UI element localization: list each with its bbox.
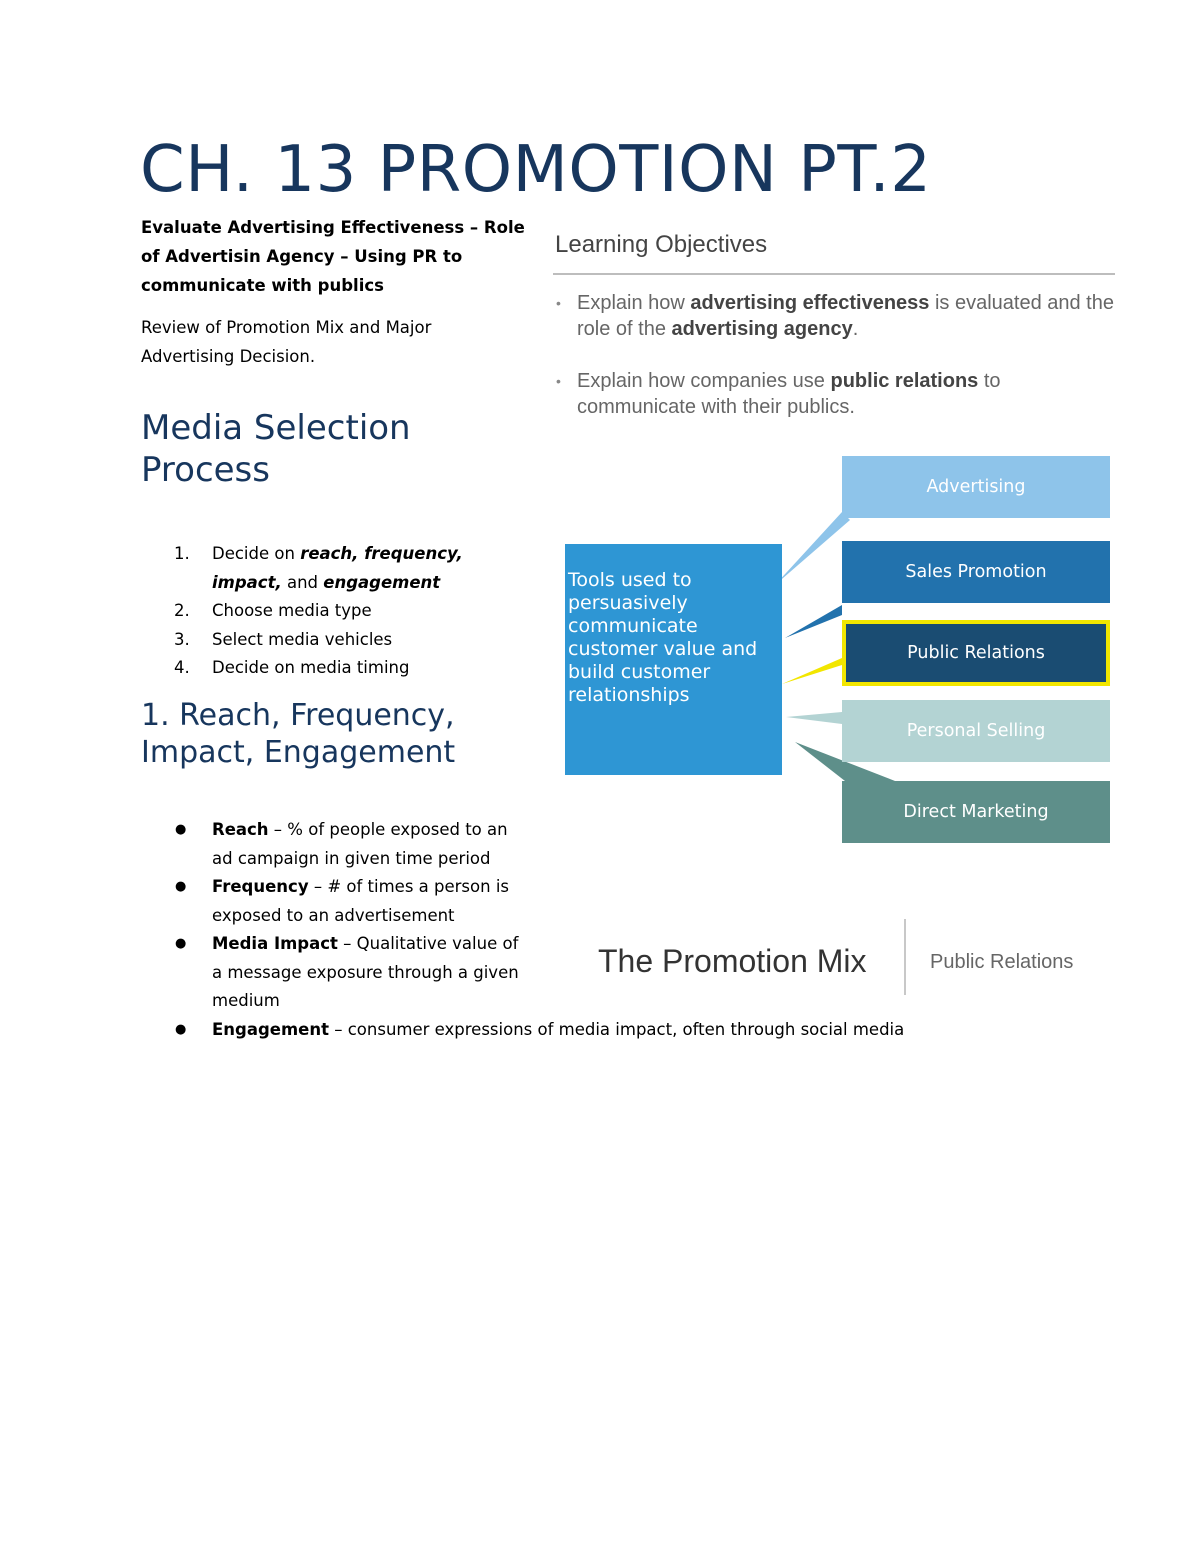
promotion-mix-subtitle: Public Relations: [930, 951, 1074, 973]
learning-objectives-title: Learning Objectives: [555, 231, 768, 258]
review-text: Review of Promotion Mix and Major Advertising Decision.: [141, 318, 432, 366]
list-item: 4. Decide on media timing: [174, 658, 410, 677]
box-sales-promotion: Sales Promotion: [842, 541, 1110, 603]
list-item: ● Reach – % of people exposed to an ad campaign in given time period: [175, 820, 508, 868]
reach-section-heading: 1. Reach, Frequency, Impact, Engagement: [141, 698, 456, 770]
divider: [904, 919, 906, 995]
page-subtitle: Evaluate Advertising Effectiveness – Role of Advertisin Agency – Using PR to communicate with publics: [141, 218, 525, 295]
list-item: ● Media Impact – Qualitative value of a message exposure through a given medium: [175, 934, 519, 1010]
connector-public-relations: [782, 658, 842, 684]
promotion-mix-title: The Promotion Mix: [598, 943, 867, 979]
list-item: 1. Decide on reach, frequency, impact, and engagement: [174, 544, 463, 592]
media-selection-heading: Media Selection Process: [141, 408, 411, 490]
connector-sales-promotion: [785, 605, 842, 638]
list-item: ● Engagement – consumer expressions of media impact, often through social media: [175, 1019, 905, 1039]
box-personal-selling: Personal Selling: [842, 700, 1110, 762]
learning-objective-item: • Explain how advertising effectiveness is evaluated and the role of the advertising agency.: [556, 292, 1114, 340]
box-direct-marketing: Direct Marketing: [842, 781, 1110, 843]
bullet-icon: •: [556, 295, 561, 311]
connector-personal-selling: [786, 712, 842, 724]
box-advertising: Advertising: [842, 456, 1110, 518]
tools-box-text: Tools used to persuasively communicate customer value and build customer relationships: [568, 569, 758, 706]
connector-advertising: [775, 512, 850, 585]
bullet-icon: •: [556, 373, 561, 389]
page-title: CH. 13 PROMOTION PT.2: [140, 133, 932, 207]
list-item: ● Frequency – # of times a person is exposed to an advertisement: [175, 877, 509, 925]
list-item: 2. Choose media type: [174, 601, 372, 620]
box-public-relations: Public Relations: [842, 620, 1110, 686]
learning-objective-item: • Explain how companies use public relations to communicate with their publics.: [556, 370, 1001, 418]
list-item: 3. Select media vehicles: [174, 629, 393, 649]
